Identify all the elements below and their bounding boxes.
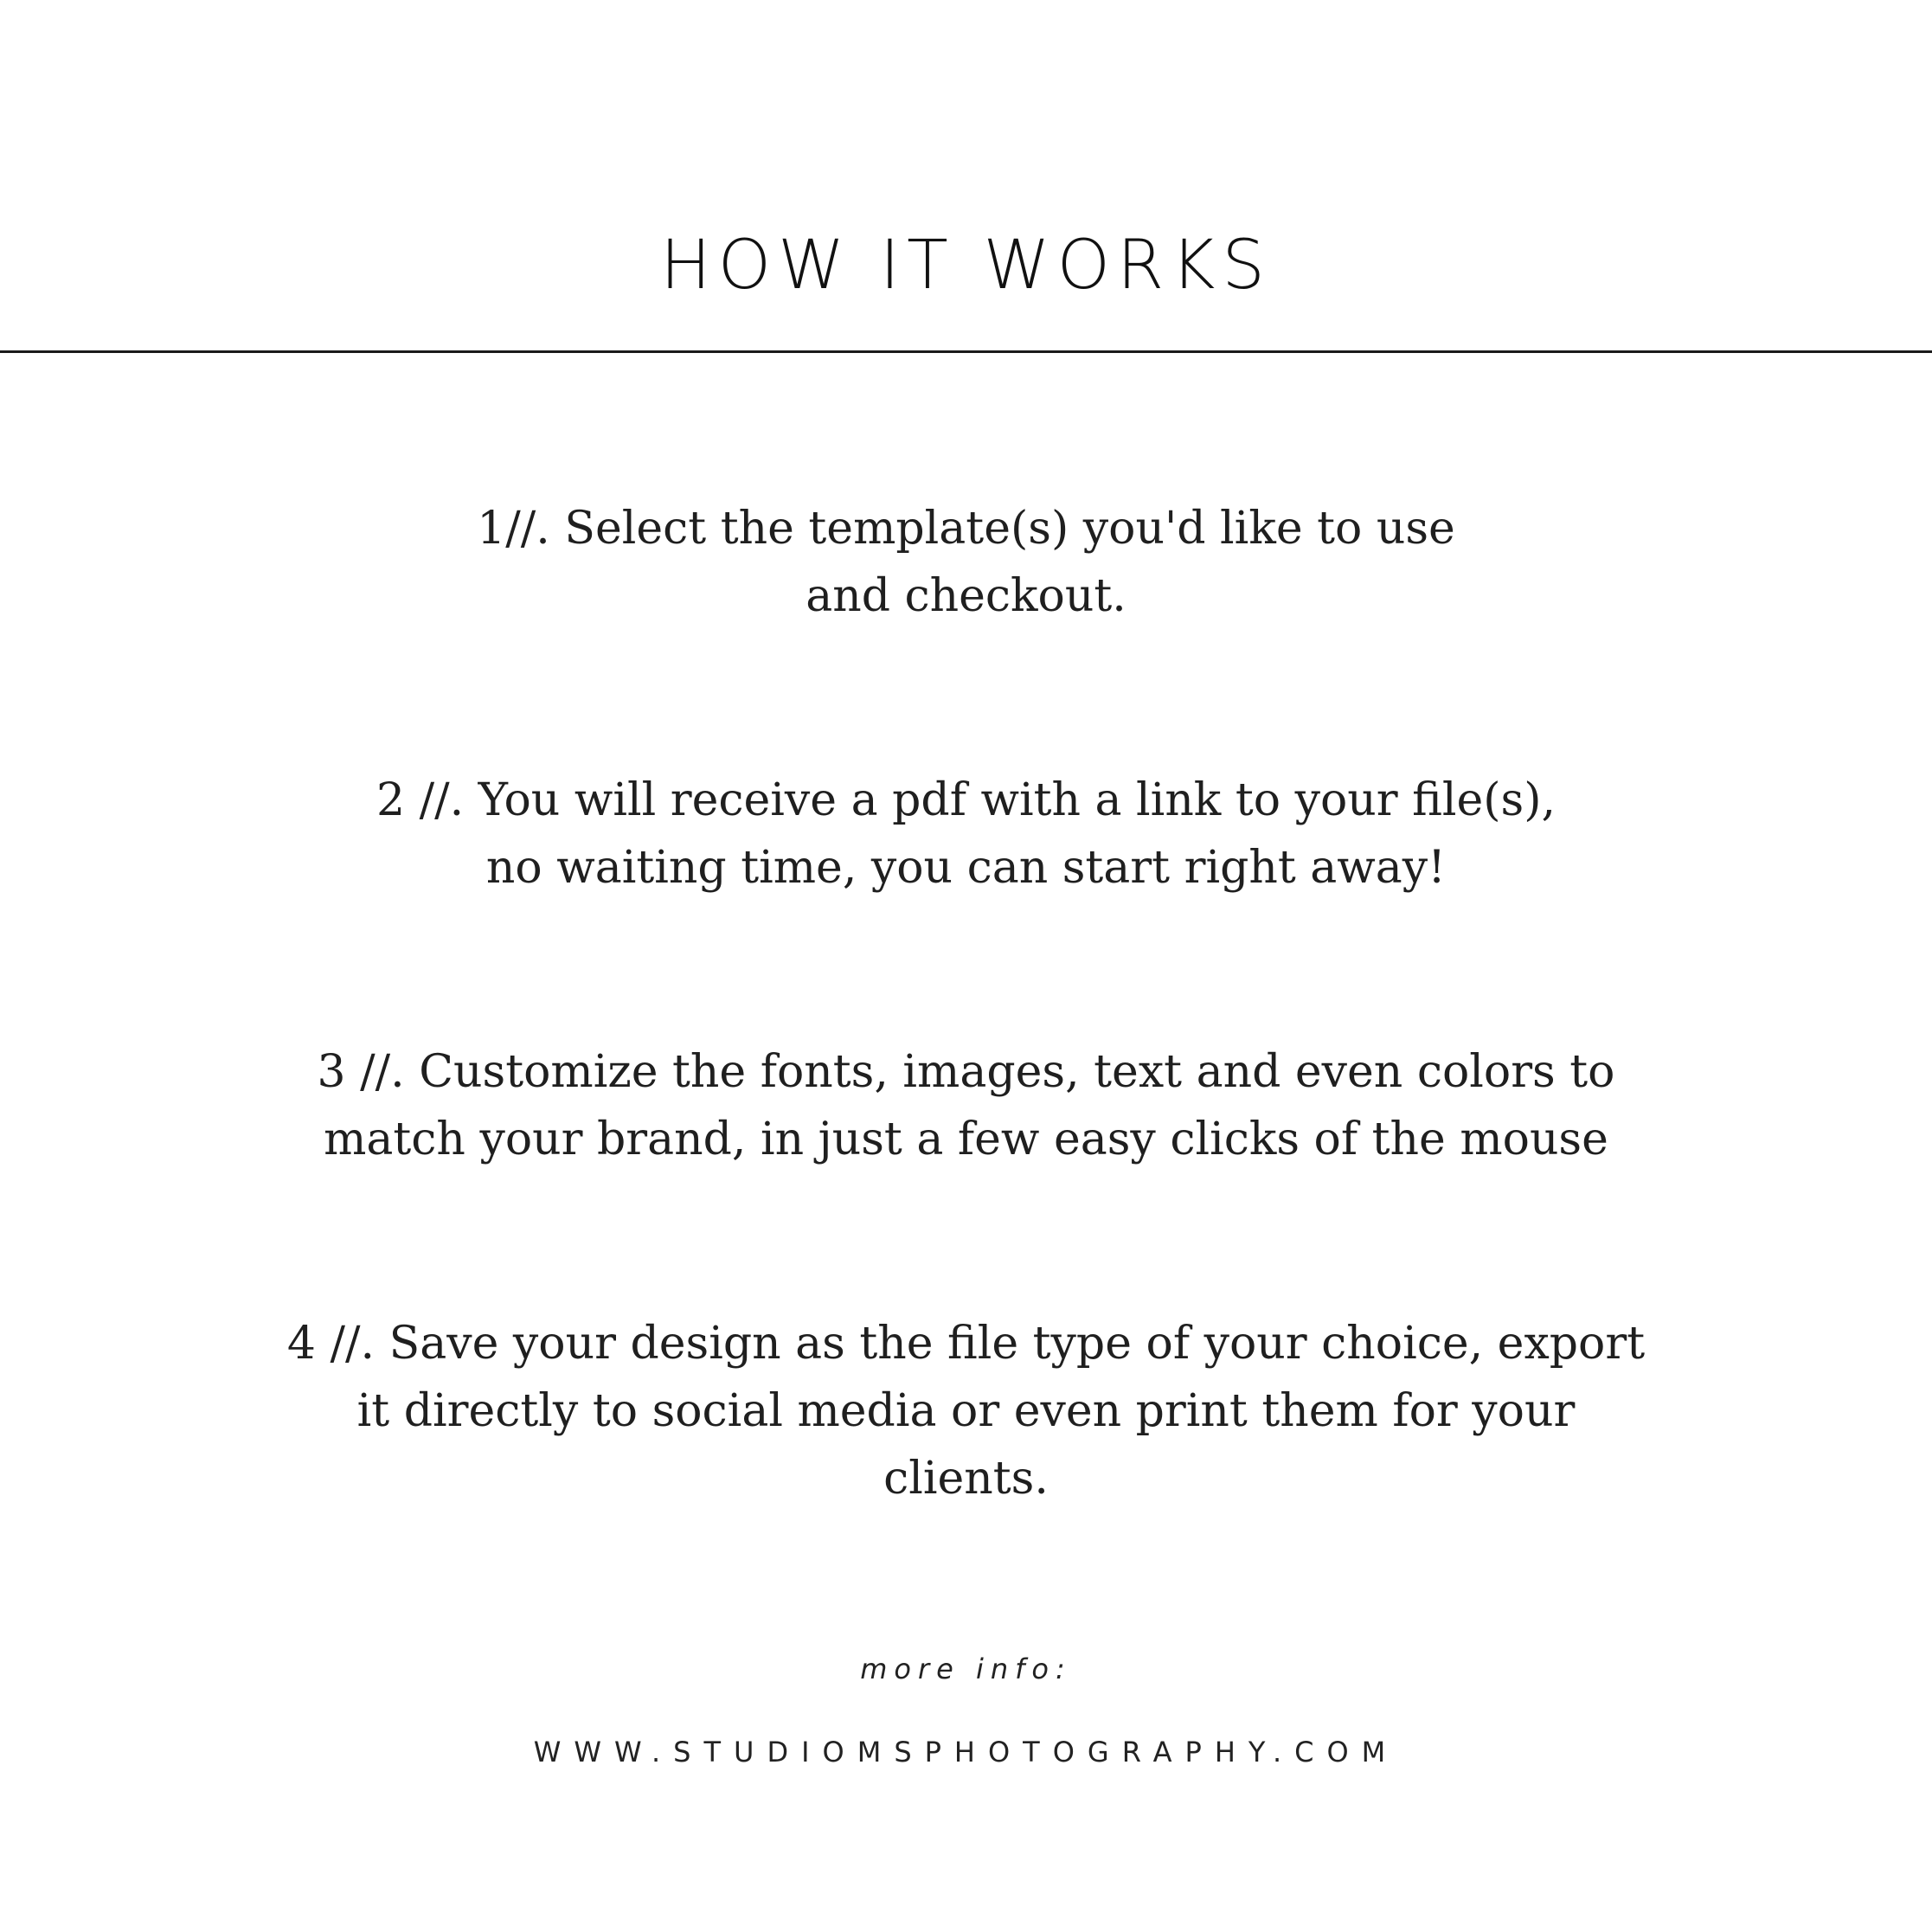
step-2-line-2: no waiting time, you can start right away! bbox=[485, 842, 1447, 894]
step-3-line-1: 3 //. Customize the fonts, images, text and even colors to bbox=[317, 1046, 1615, 1098]
step-1 bbox=[0, 495, 1932, 630]
step-2-line-1: 2 //. You will receive a pdf with a link to your file(s), bbox=[375, 774, 1557, 826]
step-3 bbox=[0, 1038, 1932, 1173]
page-title: HOW IT WORKS bbox=[660, 227, 1272, 305]
website-link[interactable]: WWW.STUDIOMSPHOTOGRAPHY.COM bbox=[533, 1736, 1399, 1768]
title-divider bbox=[0, 350, 1932, 353]
step-1-line-1: 1//. Select the template(s) you'd like to use bbox=[477, 503, 1455, 555]
step-4 bbox=[0, 1310, 1932, 1512]
step-4-line-3: clients. bbox=[883, 1453, 1049, 1505]
step-4-line-1: 4 //. Save your design as the file type of your choice, export bbox=[286, 1318, 1646, 1370]
step-4-line-2: it directly to social media or even print them for your bbox=[356, 1385, 1576, 1437]
step-3-line-2: match your brand, in just a few easy clicks of the mouse bbox=[324, 1114, 1608, 1165]
more-info-label: more info: bbox=[860, 1653, 1072, 1685]
step-1-line-2: and checkout. bbox=[806, 570, 1126, 622]
step-2 bbox=[0, 767, 1932, 902]
